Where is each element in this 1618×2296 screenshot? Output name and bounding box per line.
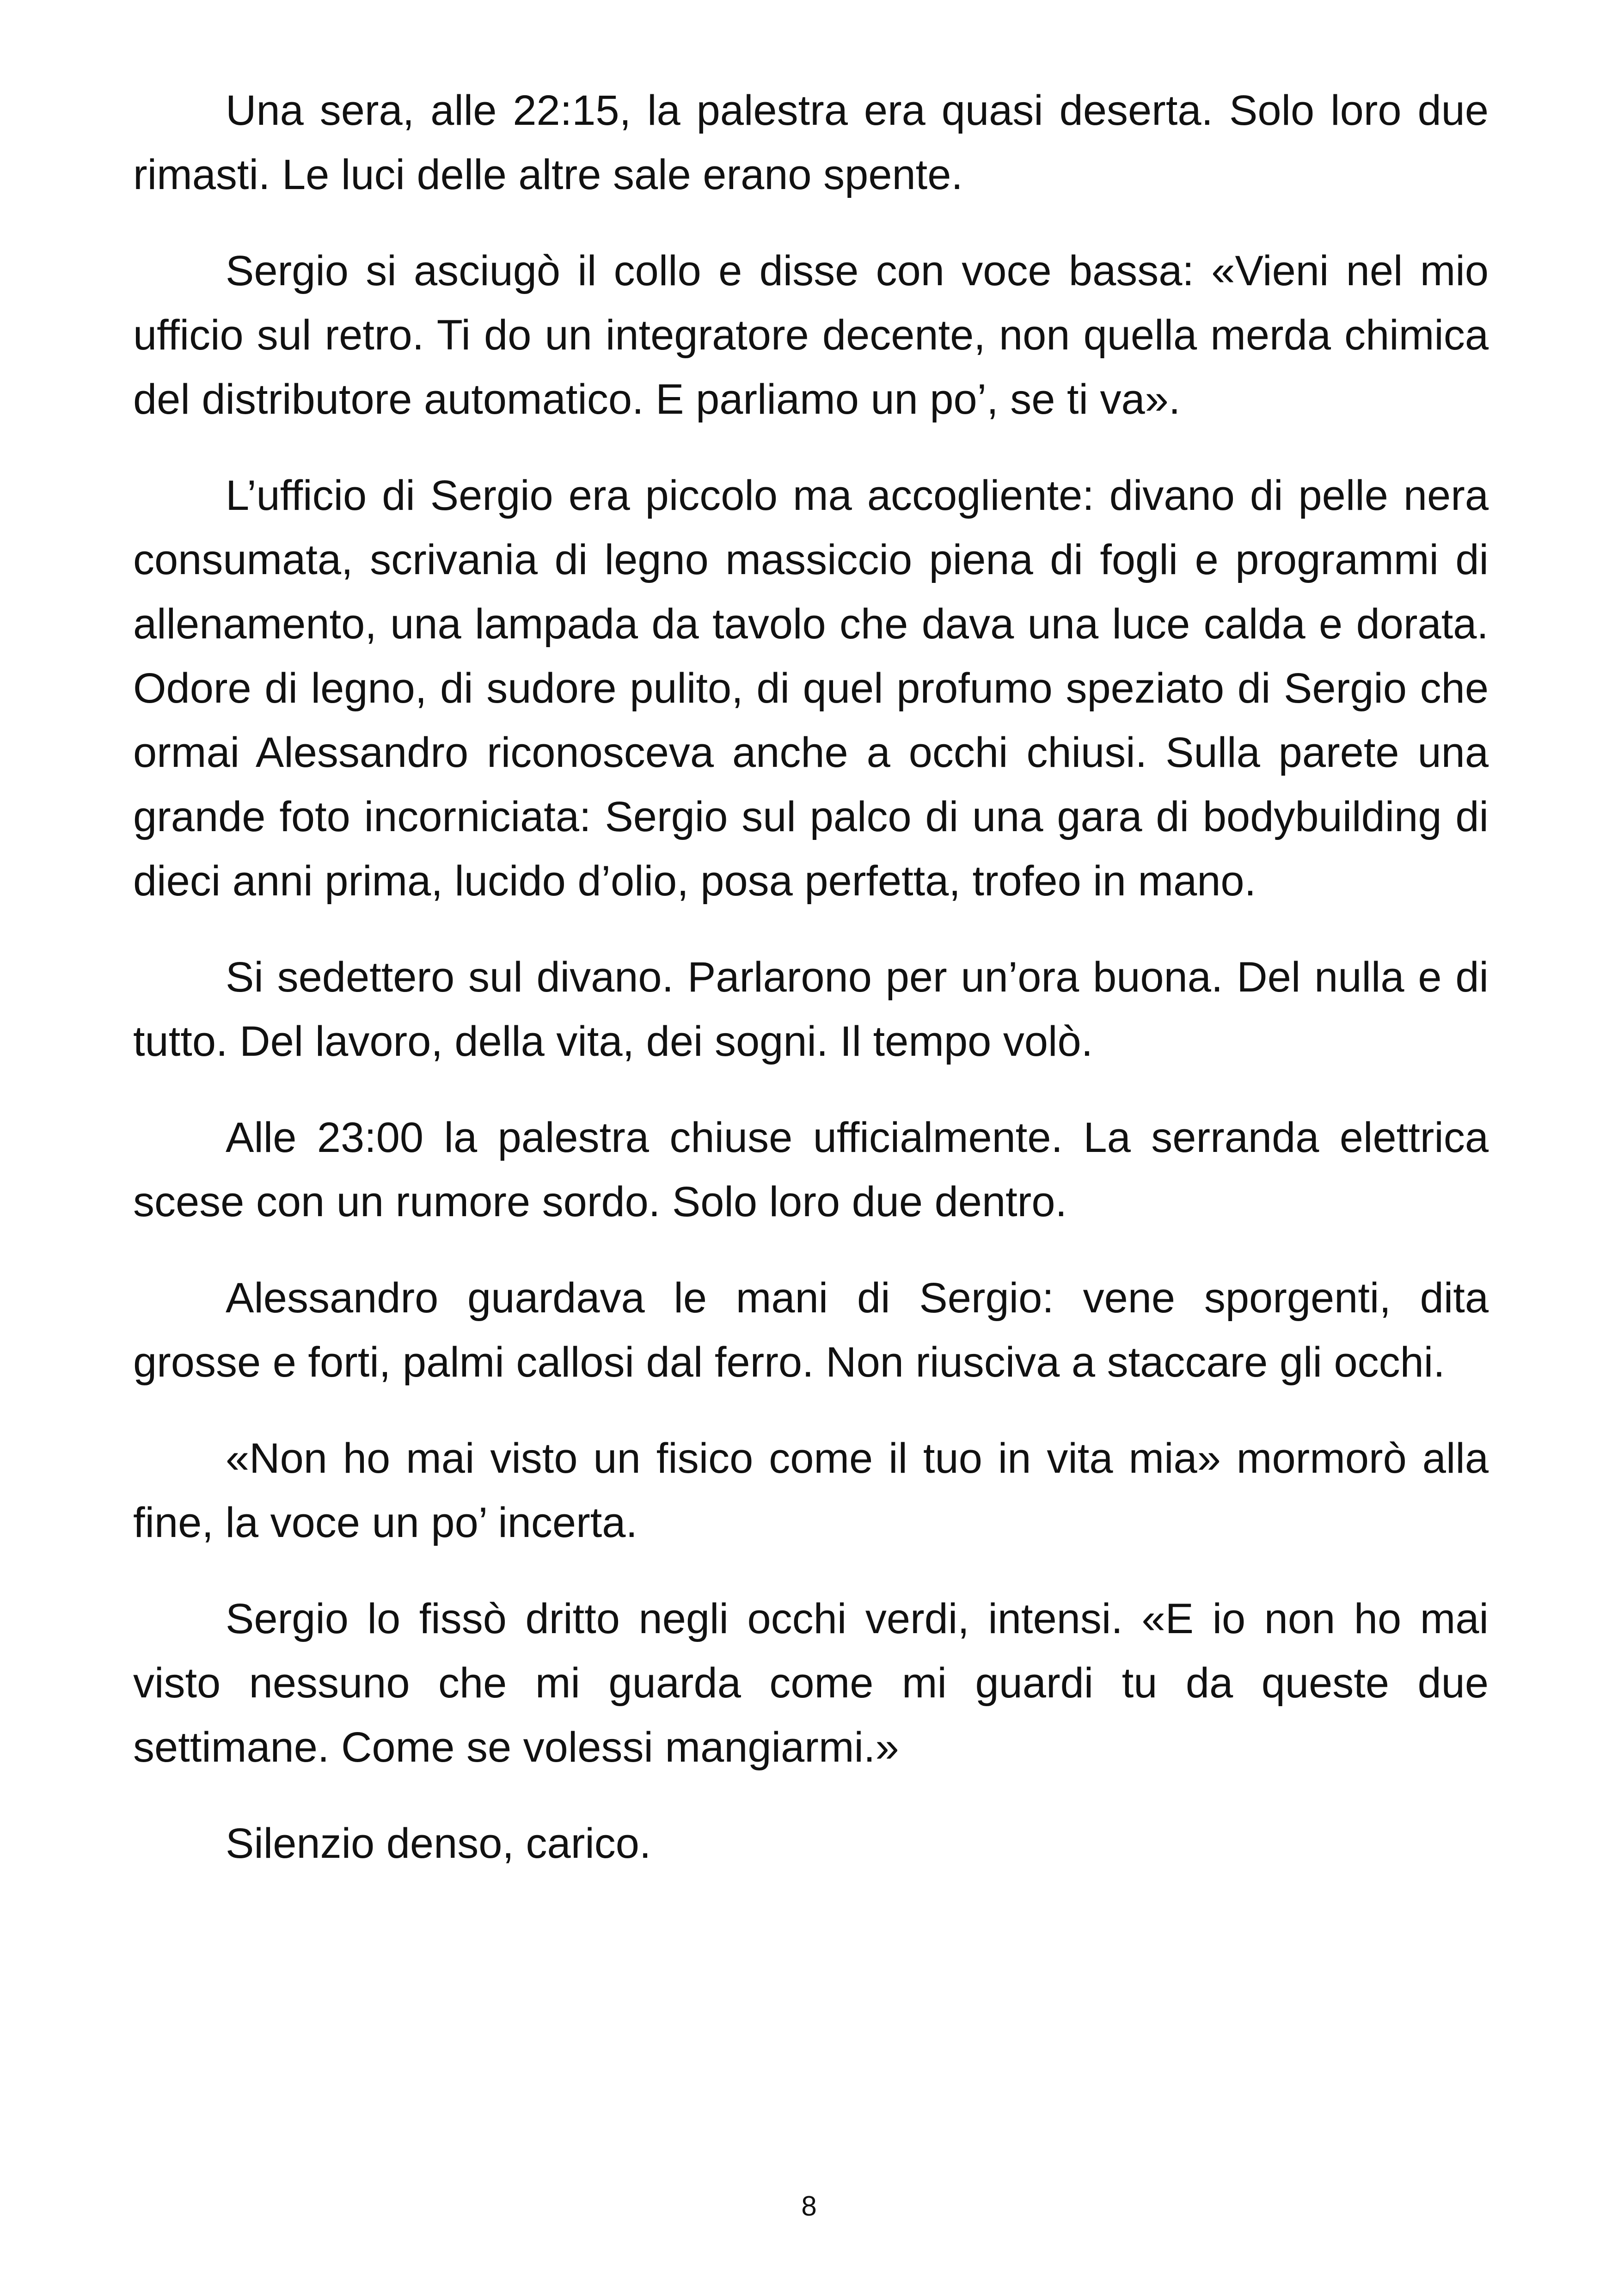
paragraph: Silenzio denso, carico.	[226, 1820, 651, 1867]
paragraph: Una sera, alle 22:15, la palestra era quasi deserta. Solo loro due rimasti. Le luci delle altre sale erano spente.	[133, 87, 1489, 198]
paragraph: Si sedettero sul divano. Parlarono per un’ora buona. Del nulla e di tutto. Del lavoro, della vita, dei sogni. Il tempo volò.	[133, 954, 1489, 1065]
paragraph: Alessandro guardava le mani di Sergio: vene sporgenti, dita grosse e forti, palmi callosi dal ferro. Non riusciva a staccare gli occhi.	[133, 1274, 1489, 1386]
paragraph: «Non ho mai visto un fisico come il tuo in vita mia» mormorò alla fine, la voce un po’ incerta.	[133, 1435, 1489, 1546]
paragraph: L’ufficio di Sergio era piccolo ma accogliente: divano di pelle nera consumata, scrivania di legno massiccio piena di fogli e programmi di allenamento, una lampada da tavolo che dava una luce calda e dorata. Odore di legno, di sudore pulito, di quel profumo speziato di Sergio che ormai Alessandro riconosceva anche a occhi chiusi. Sulla parete una grande foto incorniciata: Sergio sul palco di una gara di bodybuilding di dieci anni prima, lucido d’olio, posa perfetta, trofeo in mano.	[133, 472, 1489, 905]
paragraph: Sergio lo fissò dritto negli occhi verdi, intensi. «E io non ho mai visto nessuno che mi guarda come mi guardi tu da queste due settimane. Come se volessi mangiarmi.»	[133, 1595, 1489, 1771]
page-number: 8	[801, 2191, 817, 2222]
paragraph: Sergio si asciugò il collo e disse con voce bassa: «Vieni nel mio ufficio sul retro. Ti do un integratore decente, non quella merda chimica del distributore automatico. E parliamo un po’, se ti va».	[133, 247, 1489, 423]
paragraph: Alle 23:00 la palestra chiuse ufficialmente. La serranda elettrica scese con un rumore sordo. Solo loro due dentro.	[133, 1114, 1489, 1225]
body-text	[133, 79, 1489, 1908]
